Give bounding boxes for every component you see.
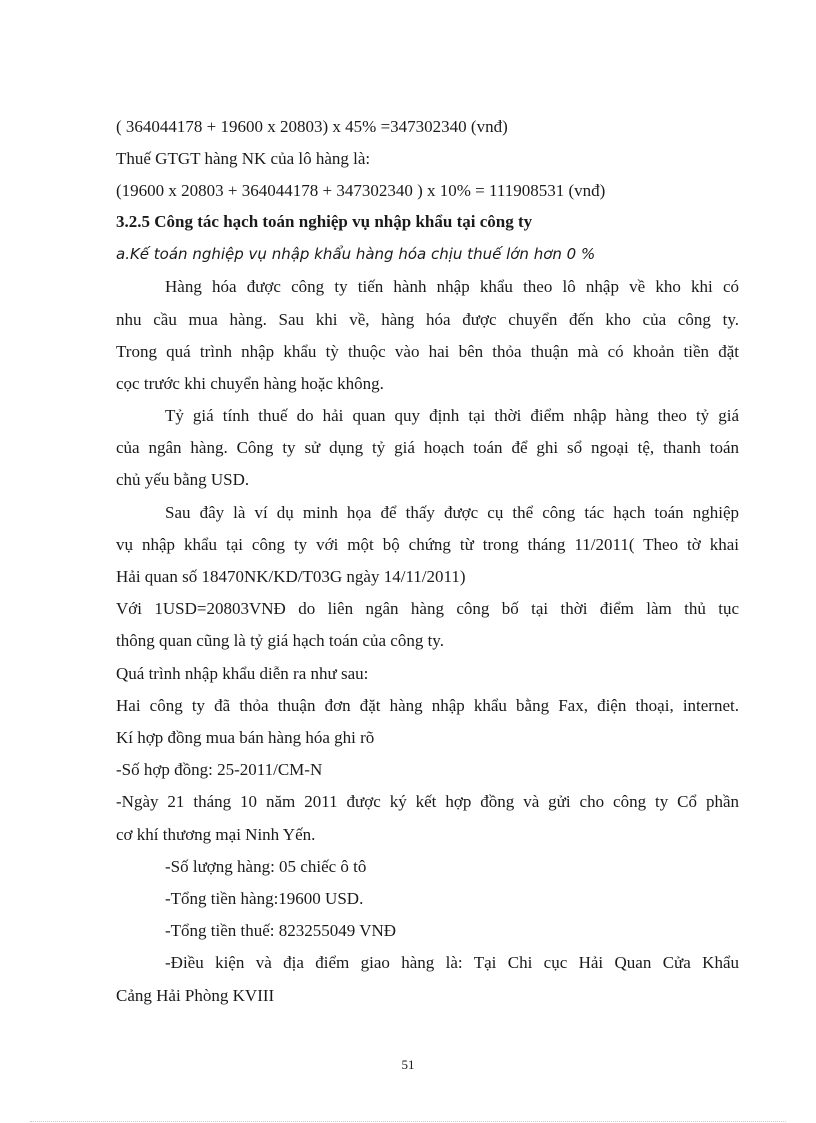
paragraph-line: Hải quan số 18470NK/KD/T03G ngày 14/11/2011) bbox=[116, 567, 466, 586]
list-item-continuation: Cảng Hải Phòng KVIII bbox=[116, 986, 275, 1005]
list-item: -Tổng tiền hàng:19600 USD. bbox=[165, 889, 364, 908]
paragraph-line: Quá trình nhập khẩu diễn ra như sau: bbox=[116, 664, 369, 683]
paragraph-line: của ngân hàng. Công ty sử dụng tỷ giá hoạch toán để ghi sổ ngoại tệ, thanh toán bbox=[116, 438, 739, 457]
paragraph-line: thông quan cũng là tỷ giá hạch toán của công ty. bbox=[116, 631, 444, 650]
paragraph-line: vụ nhập khẩu tại công ty với một bộ chứng từ trong tháng 11/2011( Theo tờ khai bbox=[116, 535, 739, 554]
paragraph-line: Trong quá trình nhập khẩu tỳ thuộc vào hai bên thỏa thuận mà có khoản tiền đặt bbox=[116, 342, 739, 361]
paragraph-line: cơ khí thương mại Ninh Yến. bbox=[116, 825, 316, 844]
page-divider bbox=[30, 1121, 786, 1122]
paragraph-line: chủ yếu bằng USD. bbox=[116, 470, 250, 489]
paragraph-line: Với 1USD=20803VNĐ do liên ngân hàng công bố tại thời điểm làm thủ tục bbox=[116, 599, 739, 618]
list-item: -Điều kiện và địa điểm giao hàng là: Tại Chi cục Hải Quan Cửa Khẩu bbox=[165, 953, 739, 972]
subsection-heading: a.Kế toán nghiệp vụ nhập khẩu hàng hóa chịu thuế lớn hơn 0 % bbox=[116, 245, 596, 263]
section-heading: 3.2.5 Công tác hạch toán nghiệp vụ nhập khẩu tại công ty bbox=[116, 212, 533, 231]
paragraph-line: Sau đây là ví dụ minh họa để thấy được cụ thể công tác hạch toán nghiệp bbox=[165, 503, 739, 522]
paragraph-line: nhu cầu mua hàng. Sau khi về, hàng hóa được chuyển đến kho của công ty. bbox=[116, 310, 739, 329]
paragraph-line: Hai công ty đã thỏa thuận đơn đặt hàng nhập khẩu bằng Fax, điện thoại, internet. bbox=[116, 696, 739, 715]
vat-calculation-line: (19600 x 20803 + 364044178 + 347302340 ) x 10% = 111908531 (vnđ) bbox=[116, 181, 606, 200]
list-item: -Số lượng hàng: 05 chiếc ô tô bbox=[165, 857, 367, 876]
paragraph-line: cọc trước khi chuyển hàng hoặc không. bbox=[116, 374, 384, 393]
list-item: -Tổng tiền thuế: 823255049 VNĐ bbox=[165, 921, 397, 940]
vat-label: Thuế GTGT hàng NK của lô hàng là: bbox=[116, 149, 371, 168]
page-number: 51 bbox=[401, 1057, 415, 1072]
paragraph-line: -Ngày 21 tháng 10 năm 2011 được ký kết hợp đồng và gửi cho công ty Cổ phần bbox=[116, 792, 739, 811]
calculation-line: ( 364044178 + 19600 x 20803) x 45% =347302340 (vnđ) bbox=[116, 117, 508, 136]
paragraph-line: Tỷ giá tính thuế do hải quan quy định tại thời điểm nhập hàng theo tỷ giá bbox=[165, 406, 739, 425]
paragraph-line: Hàng hóa được công ty tiến hành nhập khẩu theo lô nhập về kho khi có bbox=[165, 277, 739, 296]
contract-number: -Số hợp đồng: 25-2011/CM-N bbox=[116, 760, 323, 779]
paragraph-line: Kí hợp đồng mua bán hàng hóa ghi rõ bbox=[116, 728, 375, 747]
